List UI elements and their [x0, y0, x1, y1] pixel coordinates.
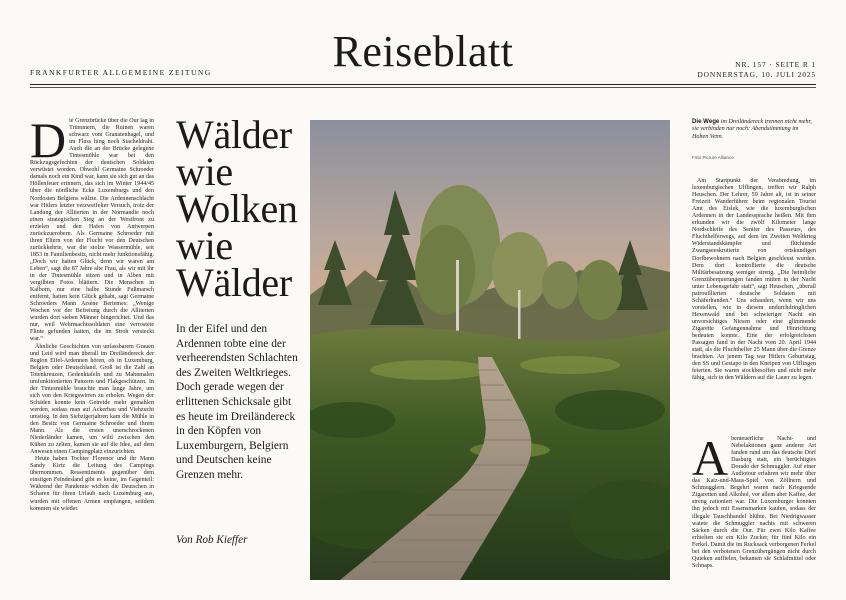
issue-number: NR. 157 · SEITE R 1	[735, 60, 816, 69]
article-column-1	[30, 118, 154, 600]
article-column-3-top	[692, 178, 816, 426]
headline-line: wie	[176, 223, 233, 268]
masthead-rule	[30, 84, 816, 85]
photo-credit: Foto Picture Alliance	[692, 155, 734, 160]
article-photo	[310, 120, 670, 580]
headline-line: Wälder	[176, 112, 292, 157]
section-title: Reiseblatt	[332, 27, 514, 76]
headline-line: Wälder	[176, 260, 292, 305]
headline-line: wie	[176, 149, 233, 194]
lede: In der Eifel und den Ardennen tobte eine der verheerendsten Schlachten des Zweiten Weltkrieges. Doch gerade wegen der erlittenen Schicksale gibt es heute im Dreiländereck in den Köpfen von Luxemburgern, Belgiern und Deutschen keine Grenzen mehr.	[176, 323, 298, 481]
column3-paragraph: Am Startpunkt der Verabredung, im luxemburgischen Ulflingen, treffen wir Ralph Heuschen. Der Lehrer, 59 Jahre alt, ist in seiner Freizeit Wanderführer beim regionalen Tourist Amt des Éislek, wie die luxemburgischen Ardennen in der Landessprache heißen. Mit ihm erkunden wir die zwölf Kilometer lange Nordschleife des Sentier des Passeurs, des Fluchthelferwegs, auf dem im Zweiten Weltkrieg Widerstandskämpfer und flüchtende Zwangseeskrutierte von ortskundigen Dorfbewohnern nach Belgien geschleust wurden. Dem dort kontrollierte die deutsche Militärbesatzung weniger streng. „Die heimliche Grenzüberquerungen fanden mitten in der Nacht unter Lebensgefahr statt“, sagt Heuschen, „überall patrouillierten deutsche Soldaten mit Schäferhunden.“ Uns schaudert, wenn wir uns vorstellen, wie in diesem undurchdringlichen Hexenwald und bei schwieriger Nacht ein unvorsichtiges Niesen oder eine glimmende Zigarette Gefangennahme und Hinrichtung bedeuten konnte. Eine der erfolgreichsten Passagen fand in der Nacht vom 20. April 1944 statt, als die Fluchthelfer 25 Mann über die Grenze brachten. An jenem Tag war Hitlers Geburtstag, den SS und Gestapo in den Kneipen von Ulflingen feierten. Sie waren stockbesoffen und nicht mehr fähig, sich in den Wäldern auf die Lauer zu legen.	[692, 178, 816, 382]
dropcap: D	[30, 118, 67, 168]
issue-date: DONNERSTAG, 10. JULI 2025	[697, 69, 816, 79]
article-column-3-bottom	[692, 436, 816, 600]
column1-paragraph	[30, 118, 154, 344]
column1-paragraph: Ähnliche Geschichten von unfassbarem Grauen und Leid wird man überall im Dreiländereck der Region Eifel-Ardennen hören, ob in Luxemburg, Belgien oder Deutschland. Groß ist die Zahl an Totenkreuzen, Gedenktafeln und zu Mahnmalen umfunktionierten Panzern und Flakgeschützen. In der Tintesmühle brauchte man lange Jahre, um sich von den Kriegswirren zu erholen. Wegen der Schäden konnte kein Getreide mehr gemahlen werden, sodass man auf Ackerbau und Viehzucht umstieg. In den Siebzigerjahren kam die Mühle in den Besitz von Germaine Schroeder und ihrem Mann. Als die ersten unerschrockenen Niederländer kamen, um wild zwischen den Kühen zu zelten, kamen sie auf die Idee, auf dem Anwesen einen Campingplatz einzurichten.	[30, 343, 154, 456]
headline-line: Wolken	[176, 186, 298, 231]
byline: Von Rob Kieffer	[176, 534, 248, 546]
issue-info	[697, 60, 816, 80]
boardwalk-landscape-image	[310, 120, 670, 580]
column3b-paragraph	[692, 436, 816, 570]
photo-caption	[692, 118, 816, 141]
dropcap: A	[692, 436, 729, 486]
column1-text: ie Grenzbrücke über die Our lag in Trümmern, die Ruinen waren schwarz vom Granatenhagel, und im Fluss hing noch Stacheldraht. Auch die an der Brücke gelegene Tintesmühle war bei den Rückzugsgefechten der deutschen Soldaten verwüstet worden. Obwohl Germaine Schroeder damals noch ein Kind war, kann sie sich gut an das Höllenfeuer erinnern, das sich im Winter 1944/45 über die nördliche Ecke Luxemburgs und den Nordosten Belgiens wälzte. Die Ardennenschlacht war Hitlers letzter verzweifelter Versuch, trotz der Landung der Alliierten in der Normandie noch einen strategischen Sieg an der Westfront zu erzielen und den Hafen von Antwerpen zurückzuerobern. Als Germaine Schroeder mit ihren Eltern von der Flucht vor den Deutschen zurückkehrte, war die stolze Wassermühle, seit 1853 in Familienbesitz, nicht mehr funktionsfähig. „Doch wir hatten Glück, denn wir waren am Leben“, sagt die 87 Jahre alte Frau, als wir mit ihr in der Tintesmühle sitzen und in Alben mit vergilbten Fotos blättern. Die Menschen in Kalborn, nur eine halbe Stunde Fußmarsch entfernt, hatten kein Glück gehabt, sagt Germaine Schroeders Mann Arsène Bertemes: „Wenige Wochen vor der Befreiung durch die Alliierten wurden dort sieben Männer hingerichtet. Und das nur, weil Wehrmachtssoldaten eine verrostete Flinte gefunden hatten, die im Stroh versteckt war.“	[30, 118, 154, 343]
masthead-rule-thin	[30, 87, 816, 88]
caption-text: im Dreiländereck trennen nicht mehr, sie verbinden nur noch: Abendstimmung im Hohen Venn.	[692, 119, 812, 140]
headline	[176, 112, 302, 305]
newspaper-name: FRANKFURTER ALLGEMEINE ZEITUNG	[30, 68, 212, 77]
column1-paragraph: Heute haben Tochter Florence und ihr Mann Sandy Kirtz die Leitung des Campings übernommen. Ressentiments gegenüber dem einstigen Feindesland gibt es keine, im Gegenteil: Während der Pandemie wichen die Deutschen in Scharen für ihren Urlaub nach Luxemburg aus, wurden mit offenen Armen empfangen, seitdem kommen sie wieder.	[30, 456, 154, 512]
column3b-text: benteuerliche Nacht- und Nebelaktionen ganz anderer Art fanden rund um das deutsche Dorf Dasburg statt, ein berüchtigtes Dorado der Schmuggler. Auf einer Audiotour erfahren wir mehr über das Katz-und-Maus-Spiel von Zöllnern und Schmugglern. Begehrt waren nach Kriegsende Zigaretten und Alkohol, vor allem aber Kaffee, der streng rationiert war. Die Luxemburger konnten ihn jedoch mit Essensmarken kaufen, sodass der illegale Tauschhandel blühte. Bei Niedrigwasser watete die Schmuggler nachts mit schweren Säcken durch die Our. Für zwei Kilo Kaffee erhielten sie ein Kilo Zucker, für fünf Kilo ein Ferkel. Damit die im Rucksack verborgenen Ferkel bei den verbotenen Grenzübergängen nicht durch Quieken auffielen, bekamen sie Schlafmittel oder Schnaps.	[692, 436, 816, 569]
caption-lead: Die Wege	[692, 118, 720, 125]
